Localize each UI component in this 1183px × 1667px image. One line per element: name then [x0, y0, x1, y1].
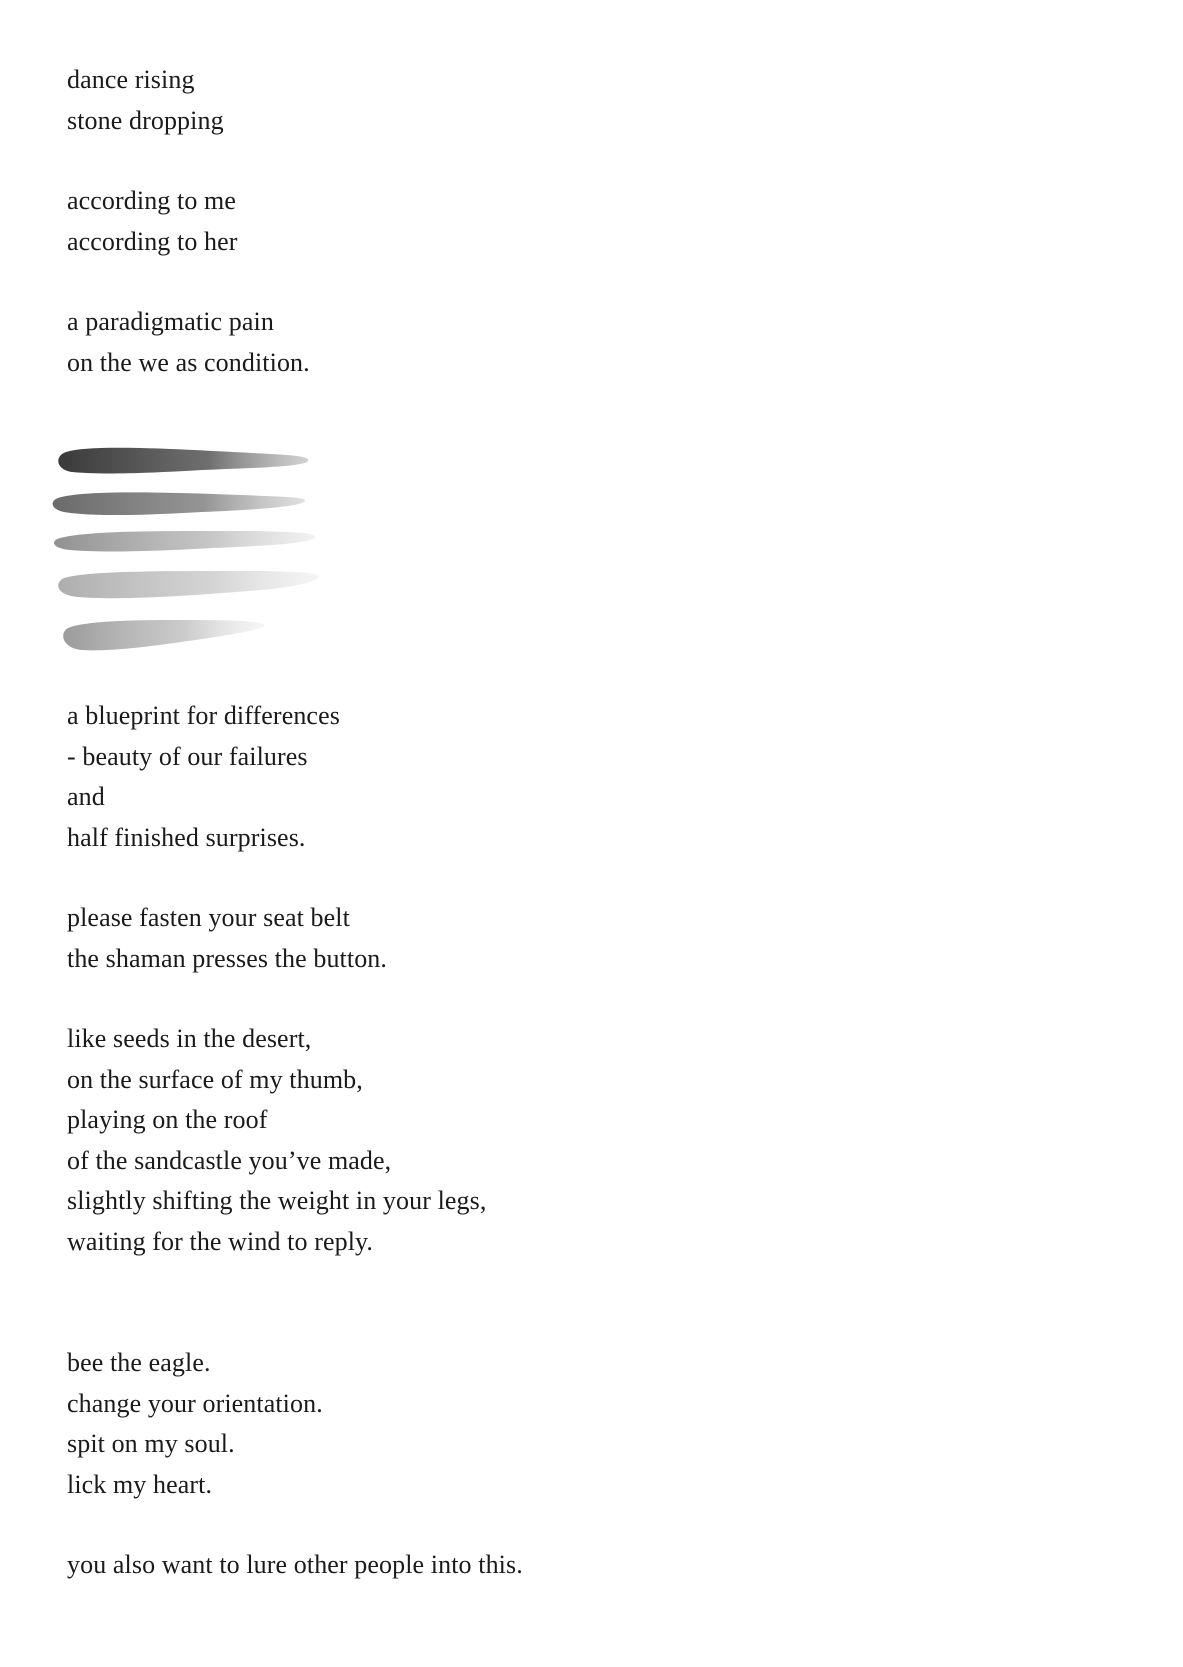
poem-line: stone dropping — [67, 105, 224, 135]
poem-line: lick my heart. — [67, 1469, 213, 1499]
poem-line: - beauty of our failures — [67, 741, 308, 771]
poem-line: waiting for the wind to reply. — [67, 1226, 374, 1256]
poem-line: please fasten your seat belt — [67, 903, 350, 932]
poem-line: a blueprint for differences — [67, 701, 340, 730]
stanza-4 — [67, 696, 340, 858]
poem-line: like seeds in the desert, — [67, 1024, 312, 1053]
brush-stroke-3 — [54, 531, 315, 552]
poem-line: and — [67, 782, 105, 811]
stanza-5 — [67, 898, 387, 979]
poem-line: dance rising — [67, 65, 195, 94]
stanza-6 — [67, 1019, 486, 1262]
poem-line: a paradigmatic pain — [67, 307, 274, 336]
poem-line: you also want to lure other people into this. — [67, 1550, 523, 1579]
stanza-8 — [67, 1545, 523, 1586]
brush-stroke-4 — [58, 571, 319, 598]
watercolor-brush-strokes-icon — [52, 440, 327, 675]
poem-line: change your orientation. — [67, 1388, 323, 1418]
stanza-7 — [67, 1343, 323, 1505]
poem-line: spit on my soul. — [67, 1429, 235, 1458]
brush-stroke-2 — [53, 492, 305, 515]
poem-line: the shaman presses the button. — [67, 943, 387, 973]
poem-line: playing on the roof — [67, 1105, 268, 1134]
brush-stroke-5 — [63, 620, 265, 650]
poem-line: on the surface of my thumb, — [67, 1064, 363, 1094]
stanza-3 — [67, 302, 310, 383]
stanza-1 — [67, 60, 224, 141]
poem-line: of the sandcastle you’ve made, — [67, 1145, 392, 1175]
poem-line: half finished surprises. — [67, 822, 306, 852]
poem-line: according to her — [67, 226, 238, 256]
brush-stroke-1 — [58, 448, 308, 474]
poem-line: slightly shifting the weight in your legs, — [67, 1186, 487, 1215]
poem-line: according to me — [67, 186, 236, 215]
poem-line: bee the eagle. — [67, 1348, 211, 1377]
stanza-2 — [67, 181, 238, 262]
poem-line: on the we as condition. — [67, 347, 310, 377]
